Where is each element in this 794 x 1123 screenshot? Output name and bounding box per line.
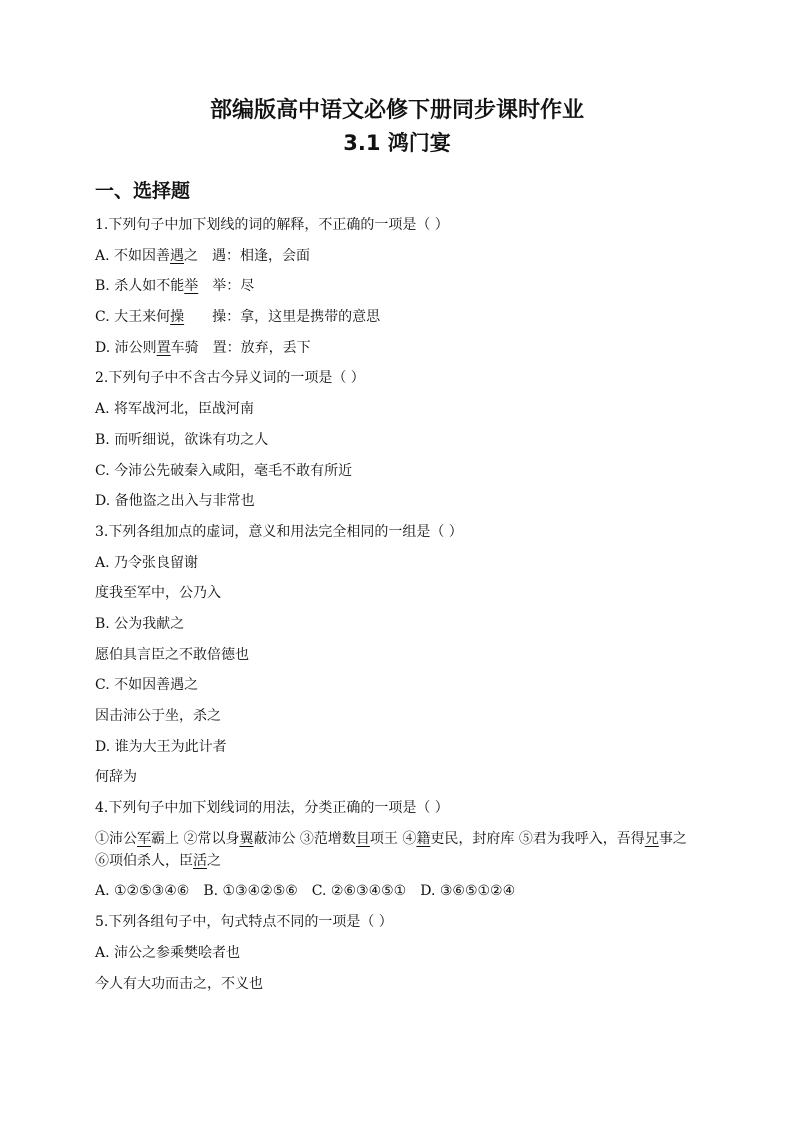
underlined-word: 目 (355, 830, 370, 847)
question-2-stem: 2.下列句子中不含古今异义词的一项是（ ） (95, 370, 365, 387)
question-3-option-b-line1: B. 公为我献之 (95, 615, 185, 632)
question-3-option-c-line1: C. 不如因善遇之 (95, 677, 199, 694)
underlined-word: 举 (184, 278, 199, 295)
lesson-title: 3.1 鸿门宴 (343, 131, 451, 155)
question-1-option-b: B. 杀人如不能举 举：尽 (95, 278, 255, 295)
question-2-option-a: A. 将军战河北，臣战河南 (95, 401, 255, 418)
question-5-option-a-line1: A. 沛公之参乘樊哙者也 (95, 944, 241, 961)
question-5-stem: 5.下列各组句子中，句式特点不同的一项是（ ） (95, 914, 393, 931)
question-2-option-b: B. 而听细说，欲诛有功之人 (95, 431, 269, 448)
page-title: 部编版高中语文必修下册同步课时作业 (209, 98, 584, 123)
question-1-option-a: A. 不如因善遇之 遇：相逢，会面 (95, 247, 311, 264)
question-2-option-c: C. 今沛公先破秦入咸阳，毫毛不敢有所近 (95, 462, 353, 479)
question-list (95, 214, 705, 1003)
underlined-word: 军 (137, 830, 151, 847)
question-1-option-d: D. 沛公则置车骑 置：放弃，丢下 (95, 339, 311, 356)
underlined-word: 置 (156, 339, 171, 356)
underlined-word: 遇 (170, 247, 185, 264)
question-4-options: A. ①②⑤③④⑥ B. ①③④②⑤⑥ C. ②⑥③④⑤① D. ③⑥⑤①②④ (95, 883, 516, 900)
question-4-sentences: ①沛公军霸上 ②常以身翼蔽沛公 ③范增数目项王 ④籍吏民，封府库 ⑤君为我呼入，吾得兄事之 ⑥项伯杀人，臣活之 (95, 830, 687, 869)
underlined-word: 活 (193, 852, 207, 869)
underlined-word: 籍 (416, 830, 431, 847)
question-3-option-d-line1: D. 谁为大王为此计者 (95, 738, 227, 755)
question-3-option-c-line2: 因击沛公于坐，杀之 (95, 708, 221, 724)
question-3-option-d-line2: 何辞为 (95, 769, 137, 786)
question-3-option-b-line2: 愿伯具言臣之不敢倍德也 (95, 646, 249, 663)
question-3-option-a-line1: A. 乃令张良留谢 (95, 554, 199, 571)
question-2-option-d: D. 备他盗之出入与非常也 (95, 493, 255, 510)
question-3-option-a-line2: 度我至军中，公乃入 (95, 585, 221, 602)
question-1-stem: 1.下列句子中加下划线的词的解释，不正确的一项是（ ） (95, 217, 449, 233)
question-1-option-c: C. 大王来何操 操：拿，这里是携带的意思 (95, 309, 381, 326)
question-5-option-a-line2: 今人有大功而击之，不义也 (95, 975, 263, 992)
question-3-stem: 3.下列各组加点的虚词，意义和用法完全相同的一组是（ ） (95, 523, 463, 540)
underlined-word: 操 (170, 309, 185, 326)
question-4-stem: 4.下列句子中加下划线词的用法，分类正确的一项是（ ） (95, 800, 449, 817)
underlined-word: 翼 (239, 830, 254, 847)
underlined-word: 兄 (644, 830, 659, 847)
section-heading: 一、选择题 (95, 180, 191, 202)
